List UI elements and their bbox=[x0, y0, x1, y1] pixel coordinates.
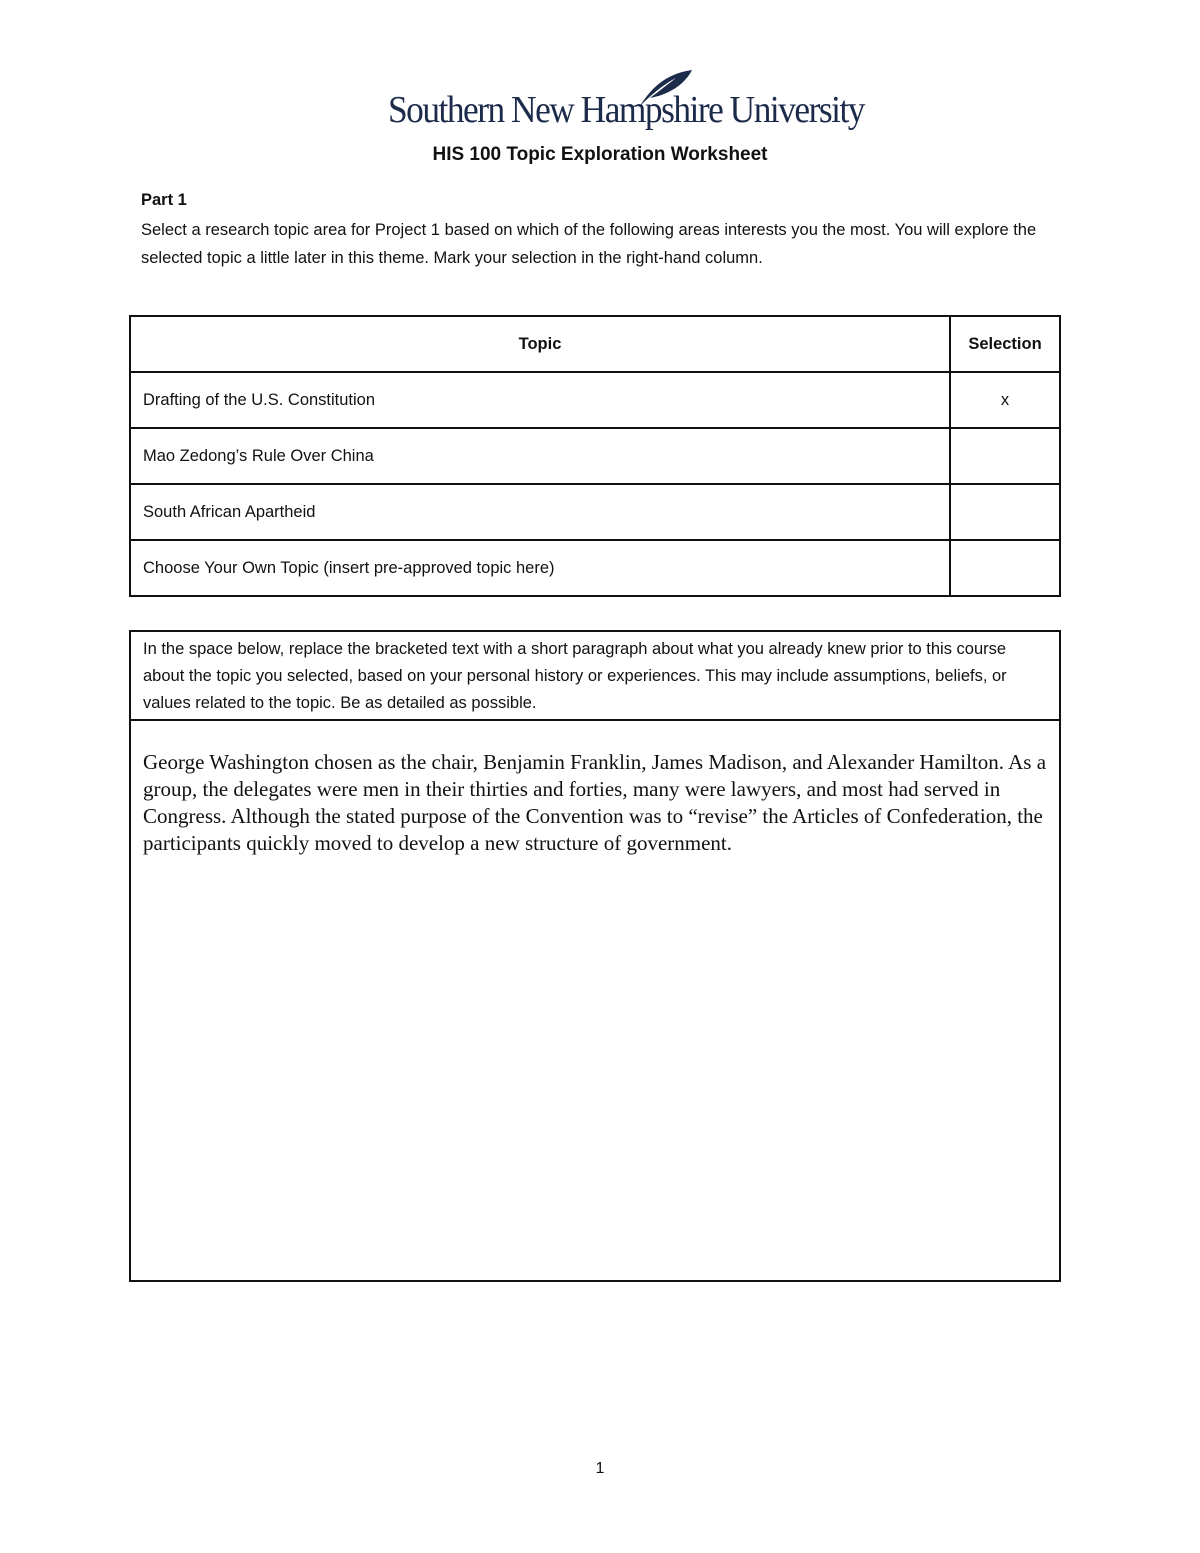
table-row bbox=[130, 540, 1060, 596]
university-logo bbox=[386, 68, 865, 138]
page-number: 1 bbox=[595, 1460, 605, 1477]
table-header-row bbox=[130, 316, 1060, 372]
topic-name: Drafting of the U.S. Constitution bbox=[130, 372, 950, 428]
prior-knowledge-answer[interactable]: George Washington chosen as the chair, Benjamin Franklin, James Madison, and Alexander Hamilton. As a group, the delegates were men in their thirties and forties, many were lawyers, and most had served in Congress. Although the stated purpose of the Convention was to “revise” the Articles of Confederation, the participants quickly moved to develop a new structure of government. bbox=[143, 750, 1047, 855]
topic-name: Choose Your Own Topic (insert pre-approved topic here) bbox=[130, 540, 950, 596]
selection-cell[interactable] bbox=[950, 484, 1060, 540]
selection-cell[interactable] bbox=[950, 428, 1060, 484]
table-row bbox=[130, 484, 1060, 540]
table-row bbox=[130, 372, 1060, 428]
prior-knowledge-box bbox=[129, 630, 1061, 1282]
leaf-icon bbox=[636, 68, 696, 108]
topic-name: South African Apartheid bbox=[130, 484, 950, 540]
table-row bbox=[130, 428, 1060, 484]
logo-wordmark: Southern New Hampshire University bbox=[388, 89, 865, 131]
topic-name: Mao Zedong’s Rule Over China bbox=[130, 428, 950, 484]
part-instructions: Select a research topic area for Project 1 based on which of the following areas interests you the most. You will explore the selected topic a little later in this theme. Mark your selection in the right-hand column. bbox=[141, 221, 1037, 267]
header-topic: Topic bbox=[130, 316, 950, 372]
prior-knowledge-prompt: In the space below, replace the bracketed text with a short paragraph about what you already knew prior to this course about the topic you selected, based on your personal history or experiences. This may include assumptions, beliefs, or values related to the topic. Be as detailed as possible. bbox=[131, 632, 1059, 721]
selection-cell[interactable]: x bbox=[950, 372, 1060, 428]
worksheet-title: HIS 100 Topic Exploration Worksheet bbox=[432, 144, 768, 165]
part-heading: Part 1 bbox=[141, 191, 187, 209]
topic-selection-table bbox=[129, 315, 1061, 597]
selection-cell[interactable] bbox=[950, 540, 1060, 596]
header-selection: Selection bbox=[950, 316, 1060, 372]
